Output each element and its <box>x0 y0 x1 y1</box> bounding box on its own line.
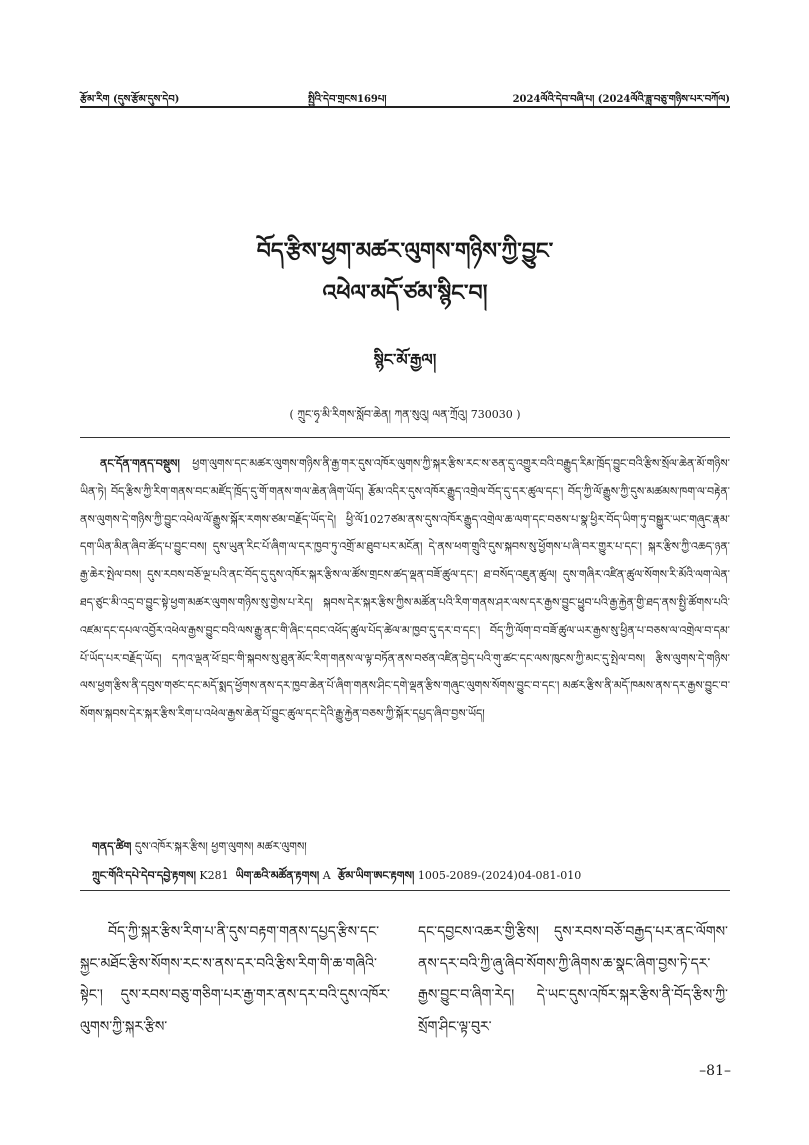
article-title-line-2: འཕེལ་མདོ་ཙམ་སྙིང་བ། <box>322 280 488 306</box>
keywords-text: དུས་འཁོར་སྐར་རྩིས། ཕྱག་ལུགས། མཚར་ལུགས། <box>134 840 307 853</box>
keywords <box>92 834 730 865</box>
article-title-line-1: བོད་རྩིས་ཕྱག་མཚར་ལུགས་གཉིས་ཀྱི་བྱུང་ <box>256 238 554 264</box>
abstract-top-rule <box>80 437 730 438</box>
body-paragraph: དང་དབྱངས་འཆར་གྱི་རྩིས། དུས་རབས་བཅོ་བརྒྱད་པར་ནང་ལོགས་ནས་དར་བའི་ཀྱི་ཞུ་ཞིབ་སོགས་ཀྱི་ཞིགས་ཆ་སྣང་ཞིག་བྱས་ཏེ་དར་རྒྱས་བྱུང་བ་ཞིག་རེད། དེ་ཡང་དུས་འཁོར་སྐར་རྩིས་ནི་བོད་རྩིས་ཀྱི་སྲོག་ཤིང་ལྟ་བུར་ <box>418 924 728 1035</box>
abstract-paragraph <box>80 450 730 728</box>
article-id-value: 1005-2089-(2024)04-081-010 <box>417 869 582 882</box>
journal-name: རྩོམ་རིག (དུས་རྩོམ་དུས་དེབ) <box>80 94 180 105</box>
issue-date: 2024ལོའི་དེབ་བཞི་པ། (2024ལོའི་ཟླ་བཅུ་གཉིས་པར་བཀོལ) <box>512 94 730 105</box>
body-column-left <box>80 917 390 1043</box>
article-id-label: རྩོམ་ཡིག་ཨང་རྟགས། <box>337 869 415 882</box>
header-rule <box>80 106 730 108</box>
body-column-right <box>418 917 728 1043</box>
abstract-label: ནང་དོན་གནད་བསྡུས། <box>100 457 180 470</box>
abstract <box>80 450 730 728</box>
abstract-text: ཕྱག་ལུགས་དང་མཚར་ལུགས་གཉིས་ནི་རྒྱ་གར་དུས་འཁོར་ལུགས་ཀྱི་སྐར་རྩིས་རང་ས་ཅན་དུ་འགྱུར་བའི་བརྒྱུད་རིམ་ཁྲོད་བྱུང་བའི་རྩིས་སྲོལ་ཆེན་མོ་གཉིས་ཡིན་ཏེ། བོད་རྩིས་ཀྱི་རིག་གནས་བང་མཛོད་ཁྲོད་དུ་གོ་གནས་གལ་ཆེན་ཞིག་ཡོད། རྩོམ་འདིར་དུས་འཁོར་རྒྱུད་འགྲེལ་བོད་དུ་དར་ཚུལ་དང་། བོད་ཀྱི་ལོ་རྒྱུས་ཀྱི་དུས་མཚམས་ཁག་ལ་བརྟེན་ནས་ལུགས་དེ་གཉིས་ཀྱི་བྱུང་འཕེལ་ལོ་རྒྱུས་སྐོར་རགས་ཙམ་བརྗོད་ཡོད་དེ། ཕྱི་ལོ1027ཙམ་ནས་དུས་འཁོར་རྒྱུད་འགྲེལ་ཆ་ལག་དང་བཅས་པ་སྣ་ཕྱིར་བོད་ཡིག་ཏུ་བསྒྱུར་ཡང་གཞུང་རྣམ་དག་ཡིན་མིན་ཞིབ་ཚོད་པ་བྱུང་བས། དུས་ཡུན་རིང་པོ་ཞིག་ལ་དར་ཁྱབ་ཏུ་འགྲོ་མ་ཐུབ་པར་མངོན། དེ་ནས་ཕག་གྲུའི་དུས་སྐབས་སུ་ཕྱོགས་པ་ཞི་བར་གྱུར་པ་དང་། སྐར་རྩིས་ཀྱི་འཆད་ཉན་རྒྱ་ཆེར་སྤེལ་བས། དུས་རབས་བཅོ་ལྔ་པའི་ནང་བོད་དུ་དུས་འཁོར་སྐར་རྩིས་ལ་ཚོས་གྲངས་ཚད་ལྡན་བཟོ་ཚུལ་དང་། ཐ་བསོད་འཇུན་ཚུལ། དུས་གཞིར་འཛིན་ཚུལ་སོགས་རི་མོའི་ལག་ལེན་ཐད་ཙུང་མི་འདྲ་བ་བྱུང་སྟེ་ཕྱག་མཚར་ལུགས་གཉིས་སུ་གྱེས་པ་རེད། སྐབས་དེར་སྐར་རྩིས་ཀྱིས་མཚོན་པའི་རིག་གནས་ཤར་ལས་དར་རྒྱས་བྱུང་ཕྱུབ་པའི་རྒྱ་རྐྱེན་གྱི་ཐད་ནས་སྤྱི་ཚོགས་པའི་འཛམ་དང་དཔལ་འབྱོར་འཕེལ་རྒྱས་བྱུང་བའི་ལས་རྒྱུ་ནང་གི་ཞིང་དབང་འཕོད་ཚུལ་པོད་ཚེལ་མ་ཁྱབ་དུ་དར་བ་དང་། བོད་ཀྱི་ལོག་བ་བཟོ་ཚུལ་ཡར་རྒྱས་སུ་ཕྱིན་པ་བཅས་ལ་འགྲེལ་བ་དམ་པོ་ཡོད་པར་བརྗོད་ཡོད། དཀའ་ལྡན་ཕོ་བྲང་གི་སྐབས་སུ་ཐུན་མོང་རིག་གནས་ལ་ལྟ་བཏོན་ནས་བཙན་འཛིན་བྱེད་པའི་གུ་ཚང་དང་ལས་ཁུངས་ཀྱི་མང་དུ་སྤེལ་བས། རྩིས་ལུགས་དེ་གཉིས་ལས་ཕྱག་རྩིས་ནི་དབུས་གཙང་དང་མདོ་སྨད་ཕྱོགས་ནས་དར་ཁྱབ་ཆེན་པོ་ཞིག་གནས་ཤིང་དགེ་ལྡན་རྩིས་གཞུང་ལུགས་སོགས་བྱུང་བ་དང་། མཚར་རྩིས་ནི་མདོ་ཁམས་ནས་དར་རྒྱས་བྱུང་བ་སོགས་སྐབས་དེར་སྐར་རྩིས་རིག་པ་འཕེལ་རྒྱས་ཆེན་པོ་བྱུང་ཚུལ་དང་དེའི་རྒྱུ་རྐྱེན་བཅས་ཀྱི་སྐོར་དཔྱད་ཞིབ་བྱས་ཡོད། <box>80 457 730 721</box>
author-affiliation: ( ཀྲུང་ཧྭ་མི་རིགས་སློབ་ཆེན། ཀན་སུའུ། ལན་ཀྲོའུ། 730030 ) <box>289 408 521 421</box>
body-paragraph: བོད་ཀྱི་སྐར་རྩིས་རིག་པ་ནི་དུས་བརྟག་གནས་དཔྱད་རྩིས་དང་སྐྱང་མཐོང་རྩིས་སོགས་རང་ས་ནས་དར་བའི་རྩིས་རིག་གི་ཆ་གཞིའི་སྟེང་། དུས་རབས་བཅུ་གཅིག་པར་རྒྱ་གར་ནས་དར་བའི་དུས་འཁོར་ལུགས་ཀྱི་སྐར་རྩིས་ <box>80 924 390 1035</box>
abstract-bottom-rule <box>80 890 730 891</box>
author-name: སྙིང་མོ་རྒྱལ། <box>373 350 437 369</box>
running-header <box>80 88 730 104</box>
keywords-label: གནད་ཚིག <box>92 840 132 853</box>
issue-total-number: སྤྱིའི་དེབ་གྲངས169པ། <box>308 94 387 105</box>
page-number: –81– <box>699 1063 731 1079</box>
clc-label: ཀྲུང་གོའི་དཔེ་དེབ་དབྱེ་རྟགས། <box>92 869 196 882</box>
doc-code-label: ཡིག་ཆའི་མཚོན་རྟགས། <box>235 869 320 882</box>
clc-value: K281 <box>199 869 229 882</box>
doc-code-value: A <box>322 869 331 882</box>
